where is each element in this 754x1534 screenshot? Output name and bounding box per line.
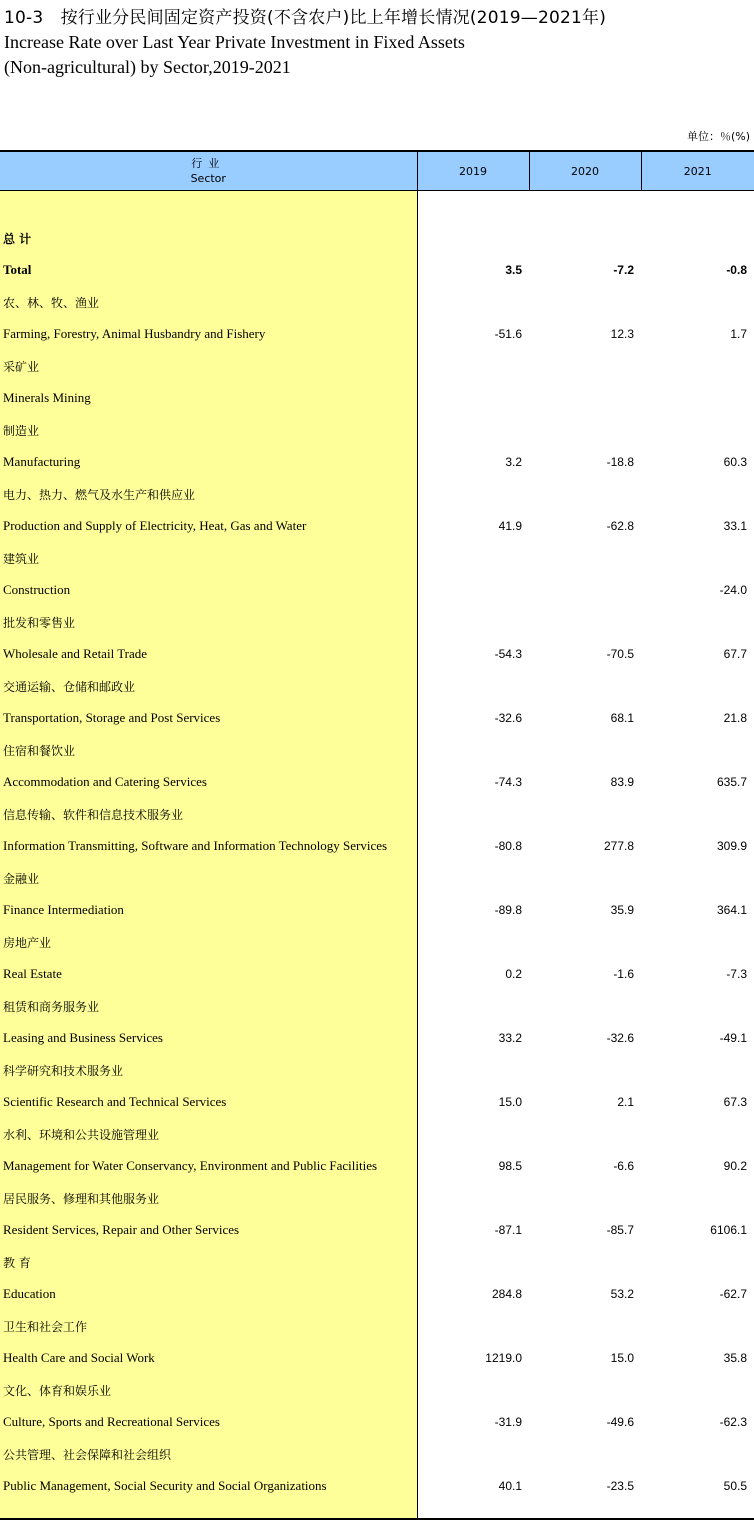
table-row-cn bbox=[0, 798, 754, 830]
table-row bbox=[0, 1150, 754, 1182]
table-row-cn bbox=[0, 1182, 754, 1214]
sector-label-cn: 租赁和商务服务业 bbox=[0, 990, 417, 1022]
value-2019: -87.1 bbox=[494, 1223, 522, 1237]
table-row bbox=[0, 1470, 754, 1502]
value-2021: -7.3 bbox=[726, 967, 747, 981]
sector-label-cn: 教 育 bbox=[0, 1246, 417, 1278]
table-title bbox=[4, 6, 750, 80]
header-year-2020: 2020 bbox=[529, 151, 641, 191]
sector-label-cn: 文化、体育和娱乐业 bbox=[0, 1374, 417, 1406]
sector-label-cn: 房地产业 bbox=[0, 926, 417, 958]
sector-label-en: Health Care and Social Work bbox=[0, 1342, 417, 1374]
sector-label-en: Education bbox=[0, 1278, 417, 1310]
header-sector-cn: 行业 bbox=[191, 157, 226, 170]
value-2019: -32.6 bbox=[494, 711, 522, 725]
header-year-2021: 2021 bbox=[641, 151, 754, 191]
value-2019: -54.3 bbox=[494, 647, 522, 661]
value-2019: -51.6 bbox=[494, 327, 522, 341]
value-2021: 635.7 bbox=[716, 775, 747, 789]
table-row bbox=[0, 1022, 754, 1054]
value-2021: 21.8 bbox=[723, 711, 747, 725]
value-2019: 40.1 bbox=[498, 1479, 522, 1493]
table-bottom-rule bbox=[0, 1502, 754, 1519]
table-row bbox=[0, 254, 754, 286]
table-row-cn bbox=[0, 1054, 754, 1086]
table-row bbox=[0, 1086, 754, 1118]
value-2020: -1.6 bbox=[613, 967, 634, 981]
title-english-line2: (Non-agricultural) by Sector,2019-2021 bbox=[4, 57, 291, 77]
value-2019: 284.8 bbox=[491, 1287, 522, 1301]
table-row bbox=[0, 766, 754, 798]
table-row-cn bbox=[0, 862, 754, 894]
value-2020: 53.2 bbox=[610, 1287, 634, 1301]
value-2021: 90.2 bbox=[723, 1159, 747, 1173]
value-2020: -7.2 bbox=[613, 263, 634, 277]
value-2021: -62.7 bbox=[719, 1287, 747, 1301]
table-row bbox=[0, 510, 754, 542]
value-2019: 33.2 bbox=[498, 1031, 522, 1045]
value-2020: 68.1 bbox=[610, 711, 634, 725]
table-row-cn bbox=[0, 1246, 754, 1278]
value-2021: 309.9 bbox=[716, 839, 747, 853]
value-2020: -6.6 bbox=[613, 1159, 634, 1173]
value-2019: -80.8 bbox=[494, 839, 522, 853]
table-row-cn bbox=[0, 350, 754, 382]
value-2019: 98.5 bbox=[498, 1159, 522, 1173]
value-2021: 50.5 bbox=[723, 1479, 747, 1493]
value-2021: -0.8 bbox=[726, 263, 747, 277]
sector-label-cn: 制造业 bbox=[0, 414, 417, 446]
table-row-cn bbox=[0, 990, 754, 1022]
table-row-cn bbox=[0, 734, 754, 766]
value-2020: 277.8 bbox=[603, 839, 634, 853]
sector-label-cn: 农、林、牧、渔业 bbox=[0, 286, 417, 318]
sector-label-cn: 总 计 bbox=[0, 222, 417, 254]
value-2019: 15.0 bbox=[498, 1095, 522, 1109]
title-chinese: 10-3 按行业分民间固定资产投资(不含农户)比上年增长情况(2019—2021年) bbox=[4, 8, 607, 28]
sector-label-en: Real Estate bbox=[0, 958, 417, 990]
table-row bbox=[0, 702, 754, 734]
value-2021: 1.7 bbox=[730, 327, 747, 341]
sector-label-en: Transportation, Storage and Post Services bbox=[0, 702, 417, 734]
sector-label-en: Accommodation and Catering Services bbox=[0, 766, 417, 798]
table-row-cn bbox=[0, 670, 754, 702]
value-2020: -85.7 bbox=[606, 1223, 634, 1237]
table-row bbox=[0, 382, 754, 414]
table-row bbox=[0, 446, 754, 478]
table-row-cn bbox=[0, 542, 754, 574]
value-2019: 3.5 bbox=[505, 263, 522, 277]
table-row-cn bbox=[0, 1310, 754, 1342]
value-2020: -62.8 bbox=[606, 519, 634, 533]
header-year-2019: 2019 bbox=[417, 151, 529, 191]
value-2021 bbox=[641, 382, 754, 414]
table-row bbox=[0, 318, 754, 350]
sector-label-cn: 信息传输、软件和信息技术服务业 bbox=[0, 798, 417, 830]
value-2020 bbox=[529, 574, 641, 606]
value-2021: -24.0 bbox=[719, 583, 747, 597]
sector-label-en: Production and Supply of Electricity, Heat, Gas and Water bbox=[0, 510, 417, 542]
value-2019 bbox=[417, 574, 529, 606]
sector-label-en: Leasing and Business Services bbox=[0, 1022, 417, 1054]
sector-label-en: Public Management, Social Security and Social Organizations bbox=[0, 1470, 417, 1502]
sector-label-cn: 采矿业 bbox=[0, 350, 417, 382]
value-2021: 67.3 bbox=[723, 1095, 747, 1109]
table-row-cn bbox=[0, 1374, 754, 1406]
value-2019: -89.8 bbox=[494, 903, 522, 917]
sector-label-en: Resident Services, Repair and Other Services bbox=[0, 1214, 417, 1246]
sector-label-cn: 水利、环境和公共设施管理业 bbox=[0, 1118, 417, 1150]
sector-label-cn: 居民服务、修理和其他服务业 bbox=[0, 1182, 417, 1214]
value-2021: 33.1 bbox=[723, 519, 747, 533]
value-2021: 35.8 bbox=[723, 1351, 747, 1365]
spacer-row bbox=[0, 191, 754, 223]
table-row bbox=[0, 1214, 754, 1246]
sector-label-en: Wholesale and Retail Trade bbox=[0, 638, 417, 670]
value-2021: 67.7 bbox=[723, 647, 747, 661]
value-2020: -18.8 bbox=[606, 455, 634, 469]
value-2021: -62.3 bbox=[719, 1415, 747, 1429]
table-row bbox=[0, 958, 754, 990]
table-row-cn bbox=[0, 606, 754, 638]
sector-label-en: Information Transmitting, Software and Information Technology Services bbox=[0, 830, 417, 862]
table-row bbox=[0, 1342, 754, 1374]
value-2020: 12.3 bbox=[610, 327, 634, 341]
table-row bbox=[0, 574, 754, 606]
sector-label-cn: 交通运输、仓储和邮政业 bbox=[0, 670, 417, 702]
value-2019 bbox=[417, 382, 529, 414]
data-table bbox=[0, 150, 754, 1520]
value-2019: -31.9 bbox=[494, 1415, 522, 1429]
table-row bbox=[0, 894, 754, 926]
value-2019: -74.3 bbox=[494, 775, 522, 789]
value-2020: -23.5 bbox=[606, 1479, 634, 1493]
sector-label-cn: 批发和零售业 bbox=[0, 606, 417, 638]
sector-label-en: Minerals Mining bbox=[0, 382, 417, 414]
sector-label-cn: 电力、热力、燃气及水生产和供应业 bbox=[0, 478, 417, 510]
sector-label-en: Finance Intermediation bbox=[0, 894, 417, 926]
sector-label-en: Culture, Sports and Recreational Services bbox=[0, 1406, 417, 1438]
value-2020: -32.6 bbox=[606, 1031, 634, 1045]
header-sector-en: Sector bbox=[190, 172, 226, 185]
sector-label-cn: 卫生和社会工作 bbox=[0, 1310, 417, 1342]
value-2019: 0.2 bbox=[505, 967, 522, 981]
sector-label-cn: 建筑业 bbox=[0, 542, 417, 574]
sector-label-en: Construction bbox=[0, 574, 417, 606]
table-row bbox=[0, 830, 754, 862]
value-2020 bbox=[529, 382, 641, 414]
table-row-cn bbox=[0, 926, 754, 958]
sector-label-cn: 公共管理、社会保障和社会组织 bbox=[0, 1438, 417, 1470]
table-row-cn bbox=[0, 478, 754, 510]
sector-label-en: Management for Water Conservancy, Environment and Public Facilities bbox=[0, 1150, 417, 1182]
sector-label-cn: 科学研究和技术服务业 bbox=[0, 1054, 417, 1086]
sector-label-en: Farming, Forestry, Animal Husbandry and Fishery bbox=[0, 318, 417, 350]
value-2020: -49.6 bbox=[606, 1415, 634, 1429]
value-2021: 364.1 bbox=[716, 903, 747, 917]
title-english-line1: Increase Rate over Last Year Private Investment in Fixed Assets bbox=[4, 32, 465, 52]
value-2019: 1219.0 bbox=[485, 1351, 522, 1365]
value-2020: 35.9 bbox=[610, 903, 634, 917]
value-2020: 83.9 bbox=[610, 775, 634, 789]
sector-label-cn: 住宿和餐饮业 bbox=[0, 734, 417, 766]
header-sector bbox=[0, 151, 417, 191]
table-header bbox=[0, 151, 754, 191]
value-2021: -49.1 bbox=[719, 1031, 747, 1045]
value-2021: 60.3 bbox=[723, 455, 747, 469]
table-row bbox=[0, 638, 754, 670]
table-row bbox=[0, 1406, 754, 1438]
table-row-cn bbox=[0, 1118, 754, 1150]
sector-label-en: Scientific Research and Technical Services bbox=[0, 1086, 417, 1118]
sector-label-cn: 金融业 bbox=[0, 862, 417, 894]
table-row bbox=[0, 1278, 754, 1310]
value-2020: 15.0 bbox=[610, 1351, 634, 1365]
sector-label-en: Total bbox=[0, 254, 417, 286]
sector-label-en: Manufacturing bbox=[0, 446, 417, 478]
table-row-cn bbox=[0, 414, 754, 446]
value-2021: 6106.1 bbox=[710, 1223, 747, 1237]
table-body bbox=[0, 191, 754, 1520]
value-2019: 3.2 bbox=[505, 455, 522, 469]
value-2020: 2.1 bbox=[617, 1095, 634, 1109]
table-row-cn bbox=[0, 1438, 754, 1470]
table-row-cn bbox=[0, 286, 754, 318]
value-2019: 41.9 bbox=[498, 519, 522, 533]
value-2020: -70.5 bbox=[606, 647, 634, 661]
table-row-cn bbox=[0, 222, 754, 254]
unit-label: 单位：％(%) bbox=[686, 130, 750, 143]
